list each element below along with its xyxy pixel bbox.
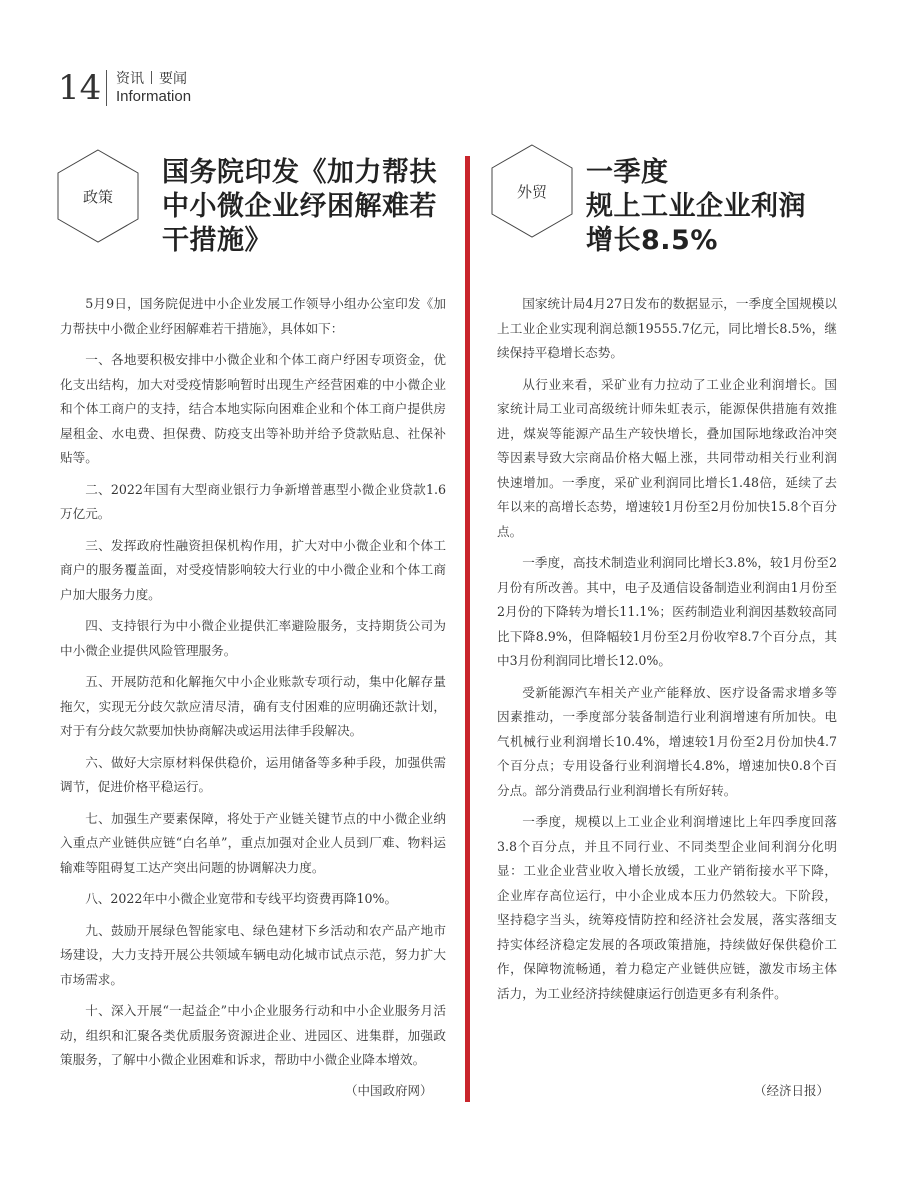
left-article-tag (56, 148, 140, 244)
page-number: 14 (58, 68, 102, 108)
paragraph: 四、支持银行为中小微企业提供汇率避险服务，支持期货公司为中小微企业提供风险管理服务。 (60, 618, 446, 658)
headline-line: 国务院印发《加力帮扶 (162, 157, 437, 188)
headline-line: 增长8.5% (586, 225, 718, 256)
right-article-body (497, 292, 837, 1013)
paragraph: 八、2022年中小微企业宽带和专线平均资费再降10%。 (85, 891, 398, 906)
paragraph: 二、2022年国有大型商业银行力争新增普惠型小微企业贷款1.6万亿元。 (60, 481, 446, 521)
section-separator (151, 71, 152, 84)
paragraph: 六、做好大宗原材料保供稳价，运用储备等多种手段，加强供需调节，促进价格平稳运行。 (60, 754, 446, 794)
left-article-source: （中国政府网） (345, 1083, 433, 1098)
section-label-secondary: 要闻 (159, 71, 187, 87)
right-article-tag-label: 外贸 (516, 183, 547, 201)
headline-line: 一季度 (586, 157, 669, 188)
paragraph: 七、加强生产要素保障，将处于产业链关键节点的中小微企业纳入重点产业链供应链“白名单”，重点加强对企业人员到厂难、物料运输难等阻碍复工达产突出问题的协调解决力度。 (60, 810, 446, 875)
left-article-headline (162, 156, 452, 258)
paragraph: 一季度，高技术制造业利润同比增长3.8%，较1月份至2月份有所改善。其中，电子及通信设备制造业利润由1月份至2月份的下降转为增长11.1%；医药制造业利润因基数较高同比下降8.9%，但降幅较1月份至2月份收窄8.7个百分点，其中3月份利润同比增长12.0%。 (497, 555, 837, 668)
headline-line: 规上工业企业利润 (586, 191, 806, 222)
headline-line: 干措施》 (162, 225, 272, 256)
paragraph: 五、开展防范和化解拖欠中小企业账款专项行动，集中化解存量拖欠，实现无分歧欠款应清尽清，确有支付困难的应明确还款计划，对于有分歧欠款要加快协商解决或运用法律手段解决。 (60, 674, 446, 738)
section-label-primary: 资讯 (116, 71, 144, 87)
paragraph: 国家统计局4月27日发布的数据显示，一季度全国规模以上工业企业实现利润总额19555.7亿元，同比增长8.5%，继续保持平稳增长态势。 (497, 296, 837, 360)
left-article-body (60, 292, 446, 1080)
paragraph: 十、深入开展“一起益企”中小企业服务行动和中小企业服务月活动，组织和汇聚各类优质服务资源进企业、进园区、进集群，加强政策服务，了解中小微企业困难和诉求，帮助中小微企业降本增效。 (60, 1003, 446, 1067)
right-article-source: （经济日报） (754, 1083, 830, 1098)
paragraph: 一季度，规模以上工业企业利润增速比上年四季度回落3.8个百分点，并且不同行业、不同类型企业间利润分化明显：工业企业营业收入增长放缓，工业产销衔接水平下降，企业库存高位运行，中小企业成本压力仍然较大。下阶段，坚持稳字当头，统筹疫情防控和经济社会发展，落实落细支持实体经济稳定发展的各项政策措施，持续做好保供稳价工作，保障物流畅通，着力稳定产业链供应链，激发市场主体活力，为工业经济持续健康运行创造更多有利条件。 (497, 814, 837, 1001)
header-divider (106, 70, 107, 106)
paragraph: 九、鼓励开展绿色智能家电、绿色建材下乡活动和农产品产地市场建设，大力支持开展公共领域车辆电动化城市试点示范，努力扩大市场需求。 (60, 922, 446, 987)
section-label (116, 68, 187, 88)
column-divider (465, 156, 470, 1102)
headline-line: 中小微企业纾困解难若 (162, 191, 437, 222)
right-article-headline (586, 156, 826, 258)
paragraph: 一、各地要积极安排中小微企业和个体工商户纾困专项资金，优化支出结构，加大对受疫情影响暂时出现生产经营困难的中小微企业和个体工商户的支持，结合本地实际向困难企业和个体工商户提供房屋租金、水电费、担保费、防疫支出等补助并给予贷款贴息、社保补贴等。 (60, 352, 446, 465)
left-article-tag-label: 政策 (82, 188, 113, 206)
paragraph: 三、发挥政府性融资担保机构作用，扩大对中小微企业和个体工商户的服务覆盖面，对受疫情影响较大行业的中小微企业和个体工商户加大服务力度。 (60, 537, 446, 602)
paragraph: 受新能源汽车相关产业产能释放、医疗设备需求增多等因素推动，一季度部分装备制造行业利润增速有所加快。电气机械行业利润增长10.4%，增速较1月份至2月份加快4.7个百分点；专用设备行业利润增长4.8%，增速加快0.8个百分点。部分消费品行业利润增长有所好转。 (497, 684, 837, 798)
paragraph: 5月9日，国务院促进中小企业发展工作领导小组办公室印发《加力帮扶中小微企业纾困解难若干措施》，具体如下： (60, 296, 446, 336)
right-article-tag (490, 143, 574, 239)
section-label-english: Information (116, 88, 192, 105)
paragraph: 从行业来看，采矿业有力拉动了工业企业利润增长。国家统计局工业司高级统计师朱虹表示，能源保供措施有效推进，煤炭等能源产品生产较快增长，叠加国际地缘政治冲突等因素导致大宗商品价格大幅上涨，共同带动相关行业利润快速增加。一季度，采矿业利润同比增长1.48倍，延续了去年以来的高增长态势，增速较1月份至2月份加快15.8个百分点。 (497, 376, 837, 539)
